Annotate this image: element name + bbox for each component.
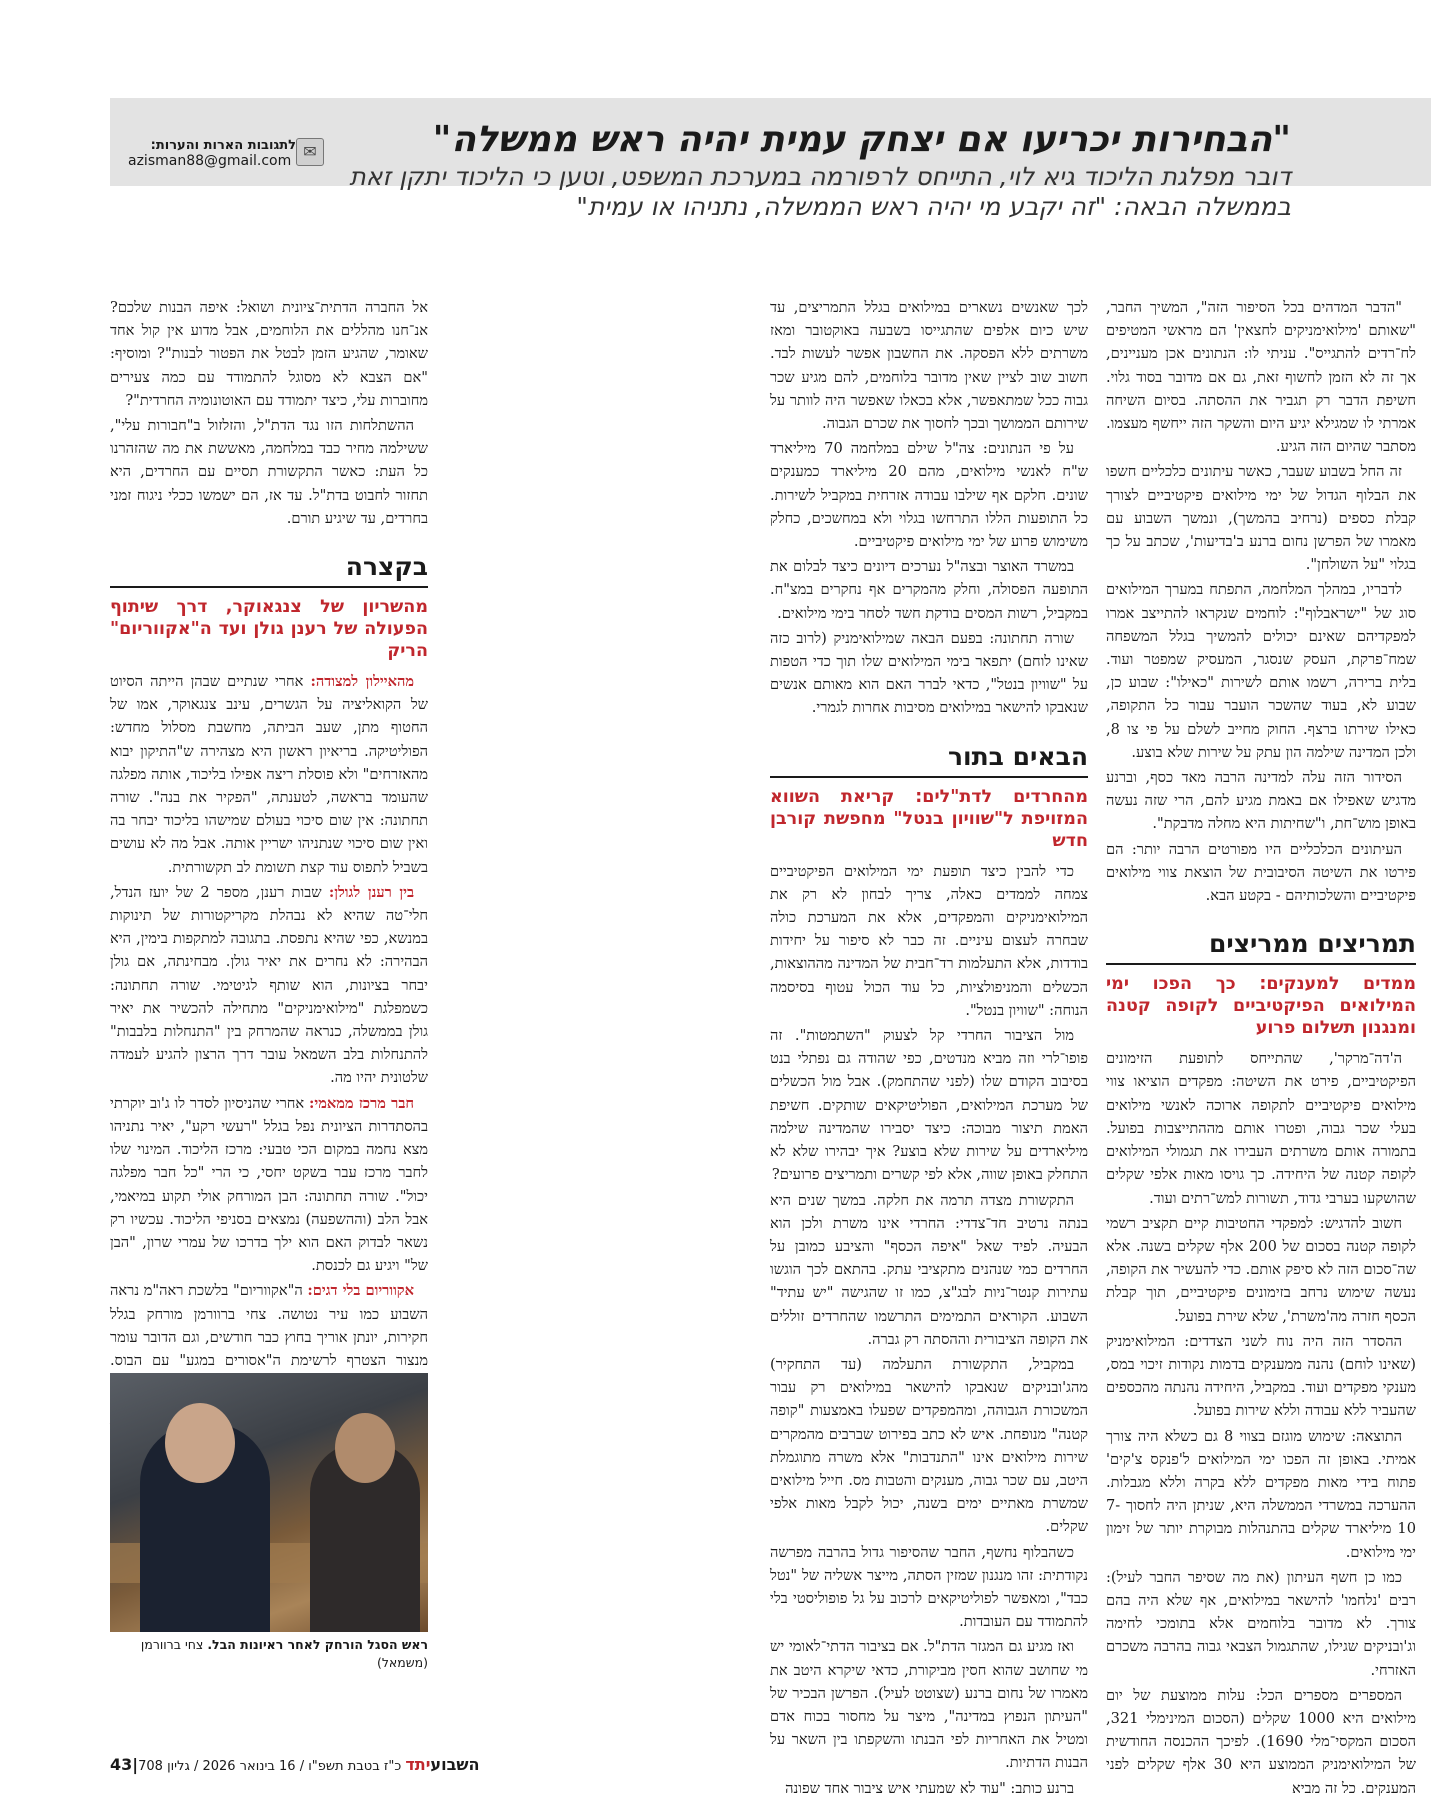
contact-box <box>128 138 328 169</box>
brief-item: חבר מרכז ממאמי: אחרי שהניסיון לסדר לו ג'וב יוקרתי בהסתדרות הציונית נפל בגלל "רעשי רקע", יאיר נתניהו מצא נחמה במקום הכי טבעי: מרכז הליכוד. המינוי שלו לחבר מרכז עבר בשקט יחסי, כי הרי "כל חבר מפלגה יכול". שורה תחתונה: הבן המורחק אולי תקוע במיאמי, אבל הלב (וההשפעה) נמצאים בסניפי הליכוד. עכשיו רק נשאר לבדוק האם הוא ילך בדרכו של עמרי שרון, "הבן של" ויגיע גם לכנסת. <box>110 1094 428 1275</box>
paragraph: התוצאה: שימוש מוגזם בצווי 8 גם כשלא היה צורך אמיתי. באופן זה הפכו ימי המילואים ל'פנקס צ'קים' פתוח בידי מאות מפקדים ללא בקרה וללא מגבלות. ההערכה במשרדי הממשלה היא, שניתן היה לחסוך 7-10 מיליארד שקלים בהתנהלות מבוקרת יותר של זימון ימי מילואים. <box>1106 1427 1416 1561</box>
section-title: הבאים בתור <box>770 740 1088 778</box>
issue-info: כ"ז בטבת תשפ"ו / 16 בינואר 2026 / גליון 708 <box>138 1759 402 1774</box>
paragraph: ההשתלחות הזו נגד הדת"ל, והזלזול ב"חבורות עלי", ששילמה מחיר כבד במלחמה, מאששת את מה שהזהרנו כל העת: כאשר התקשורת תסיים עם החרדים, היא תחזור לחבוט בדת"ל. עד אז, הם ישמשו ככלי ניגוח זמני בחרדים, עד שיגיע תורם. <box>110 417 428 527</box>
article-column-2 <box>770 296 1088 1800</box>
paragraph: לכך שאנשים נשארים במילואים בגלל התמריצים, עד שיש כיום אלפים שהתגייסו בשבעה באוקטובר ומאז משרתים ללא הפסקה. את החשבון אפשר לעשות לבד. חשוב שוב לציין שאין מדובר בלוחמים, להם מגיע שכר גבוה ככל שמתאפשר, אלא בכאלו שאפשר היה לוותר על שירותם הממושך ובכך לחסוך את שכרם הגבוה. <box>770 299 1088 433</box>
brand-logo: | השבועיתד <box>132 1755 480 1774</box>
headline <box>331 118 1291 222</box>
paragraph: כדי להבין כיצד תופעת ימי המילואים הפיקטיביים צמחה לממדים כאלה, צריך לבחון לא רק את המילואימניקים והמפקדים, אלא את המערכת כולה שבחרה לעצום עיניים. זה כבר לא סיפור על יחידות בודדות, אלא התעלמות רד־חבית של המדינה מההוצאות, הכשלים והמניפולציות, כל עוד הכול עטוף בסיסמה הנוחה: "שוויון בנטל". <box>770 862 1088 1019</box>
paragraph: כשהבלוף נחשף, החבר שהסיפור גדול בהרבה מפרשה נקודתית: זהו מנגנון שמזין הסתה, מייצר אשליה של "נטל כבד", ומאפשר לפוליטיקאים לרכוב על גל פופוליסטי בלי להתמודד עם העובדות. <box>770 1543 1088 1631</box>
paragraph: ההסדר הזה היה נוח לשני הצדדים: המילואימניק (שאינו לוחם) נהנה ממענקים בדמות נקודות זיכוי במס, מענקי מפקדים ועוד. במקביל, היחידה נהנתה מהכספים שהעביר ללא עבודה וללא שירות בפועל. <box>1106 1332 1416 1420</box>
paragraph: במשרד האוצר ובצה"ל נערכים דיונים כיצד לבלום את התופעה הפסולה, וחלק מהמקרים אף נחקרים במצ"ח. במקביל, רשות המסים בודקת חשד לסחר בימי מילואים. <box>770 558 1088 622</box>
section-subtitle: ממדים למענקים: כך הפכו ימי המילואים הפיקטיביים לקופה קטנה ומנגנון תשלום פרוע <box>1106 974 1416 1039</box>
headline-title: "הבחירות יכריעו אם יצחק עמית יהיה ראש ממשלה" <box>432 119 1291 160</box>
paragraph: אל החברה הדתית־ציונית ושואל: איפה הבנות שלכם? אנ־חנו מהללים את הלוחמים, אבל מדוע אין קול אחד שאומר, שהגיע הזמן לבטל את הפטור לבנות"? ומוסיף: "אם הצבא לא מסוגל להתמודד עם כמה צעירים מחוברות עלי, כיצד יתמודד עם האוטונומיה החרדית"? <box>110 299 428 409</box>
paragraph: ברנע כותב: "עוד לא שמעתי איש ציבור אחד שפונה <box>785 1779 1074 1797</box>
headline-subtitle: דובר מפלגת הליכוד גיא לוי, התייחס לרפורמה במערכת המשפט, וטען כי הליכוד יתקן זאת בממשלה הבאה: "זה יקבע מי יהיה ראש הממשלה, נתניהו או עמית" <box>349 162 1291 221</box>
page-number: 43 <box>110 1755 133 1774</box>
paragraph: ואז מגיע גם המגזר הדת"ל. אם בציבור הדתי־לאומי יש מי שחושב שהוא חסין מביקורת, כדאי שיקרא היטב את מאמרו של נחום ברנע (שצוטט לעיל). הפרשן הבכיר של "העיתון הנפוץ במדינה", מיצר על מחסור בכוח אדם ומטיל את האחריות לפי הבנתו והשקפתו בין השאר על הבנות הדתיות. <box>770 1638 1088 1772</box>
article-column-3 <box>110 296 428 1467</box>
paragraph: כמו כן חשף העיתון (את מה שסיפר החבר לעיל): רבים 'נלחמו' להישאר במילואים, אף שלא היה בהם צורך. לא מדובר בלוחמים אלא בתומכי לחימה וג'ובניקים שגילו, שהתגמול הצבאי גבוה בהרבה משכרם האזרחי. <box>1106 1568 1416 1679</box>
page-footer <box>110 1755 479 1774</box>
brief-item: בין רענן לגולן: שבות רענן, מספר 2 של יועז הנדל, חלי־טה שהיא לא נבהלת מקריקטורות של תינוקות במנשא, כפי שהיא נתפסת. בתגובה למתקפות בימין, היא הבהירה: לא נחרים את יאיר גולן. מבחינתה, אם גולן יבחר בציונות, הוא שותף לגיטימי. שורה תחתונה: כשמפלגת "מילואימניקים" מתחילה להכשיר את יאיר גולן בממשלה, כנראה שהמרחק בין "התנחלות בלבבות" להתנחלות בלב השמאל עובר דרך הרצון להגיע לעמדה שלטונית יהיו מה. <box>110 883 428 1087</box>
brief-lead: בין רענן לגולן: <box>328 883 414 901</box>
contact-label: לתגובות הארות והערות: <box>150 138 296 153</box>
paragraph: ה'דה־מרקר', שהתייחס לתופעת הזימונים הפיקטיביים, פירט את השיטה: מפקדים הוציאו צווי מילואים פיקטיביים לתקופה ארוכה לאנשי מילואים בעלי שכר גבוה, ופטרו אותם מההתייצבות בפועל. בתמורה אותם משרתים העבירו את תגמולי המילואים לקופה קטנה של היחידה. כך גויסו מאות אלפי שקלים שהושקעו בערבי גדוד, תשורות למש־רתים ועוד. <box>1106 1050 1416 1207</box>
photo-caption <box>110 1636 428 1672</box>
brief-item: מהאיילון למצודה: אחרי שנתיים שבהן הייתה הסיוט של הקואליציה על הגשרים, עינב צנגאוקר, אמו של החטוף מתן, שעב הביתה, מחשבת מסלול מחדש: הפוליטיקה. בריאיון ראשון היא מצהירה ש"התיקון יבוא מהאזרחים" ולא פוסלת ריצה אפילו בליכוד, אותה מפלגה שהעומד בראשה, לטענתה, "הפקיר את בנה". שורה תחתונה: אין שום סיכוי בעולם שמישהו בליכוד יבחר בה ואין שום סיכוי שנתניהו ישריין אותה. אבל מה לא עושים בשביל לתפוס עוד קצת תשומת לב תקשורתית. <box>110 673 428 876</box>
paragraph: במקביל, התקשורת התעלמה (עד התחקיר) מהג'ובניקים שנאבקו להישאר במילואים רק עבור המשכורת הגבוהה, ומהמפקדים שפעלו באמצעות "קופה קטנה" מנופחת. איש לא כתב בפירוט שברבים מהמקרים שירות מילואים אינו "התנדבות" אלא משרה מתוגמלת היטב, עם שכר גבוה, מענקים והטבות מס. חייל מילואים שמשרת מאתיים ימים בשנה, יכול לקבל מאות אלפי שקלים. <box>770 1355 1088 1536</box>
brief-item: אקווריום בלי דגים: ה"אקווריום" בלשכת ראה"מ נראה השבוע כמו עיר נטושה. צחי ברוורמן מורחק בגלל חקירות, יונתן אוריך בחוץ כבר חודשים, וגם הדובר עומר מנצור הצטרף לרשימת ה"אסורים במגע" עם הבוס. <box>110 1282 428 1369</box>
section-title: בקצרה <box>110 550 428 588</box>
paragraph: העיתונים הכלכליים היו מפורטים הרבה יותר: הם פירטו את השיטה הסיבובית של הוצאת צווי מילואים פיקטיביים והשלכותיהם - בקטע הבא. <box>1106 840 1416 905</box>
paragraph: התקשורת מצדה תרמה את חלקה. במשך שנים היא בנתה נרטיב חד־צדדי: החרדי אינו משרת ולכן הוא הבעיה. לפיד שאל "איפה הכסף" והציבע כמובן על החרדים כמי שנהנים מתקציבי עתק. בהתאם לכך הוגשו עתירות קנטר־ניות לבג"צ, כמו זו שהגישה "יש עתיד" השבוע. הקוראים התמימים התרשמו שהחרדים זוללים את הקופה הציבורית וההסתה רק גברה. <box>770 1191 1088 1348</box>
paragraph: "הדבר המדהים בכל הסיפור הזה", המשיך החבר, "שאותם 'מילואימניקים לחצאין' הם מראשי המטיפים לח־רדים להתגייס". עניתי לו: הנתונים אכן מעניינים, אך זה לא הזמן לחשוף זאת, גם אם מדובר בסוד גלוי. חשיפת הדבר רק תגביר את ההסתה. בסיום השיחה אמרתי לו שמגילא יגיע היום והשקר הזה ייחשף מעצמו. מסתבר שהיום הזה הגיע. <box>1106 299 1416 456</box>
paragraph: המספרים מספרים הכל: עלות ממוצעת של יום מילואים היא 1000 שקלים (הסכום המינימלי 321, הסכום המקסי־מלי 1690). לפיכך ההכנסה החודשית של המילואימניק הממוצע היא 30 אלף שקלים לפני המענקים. כל זה מביא <box>1106 1686 1417 1797</box>
paragraph: חשוב להדגיש: למפקדי החטיבות קיים תקציב רשמי לקופה קטנה בסכום של 200 אלף שקלים בשנה. אלא שה־סכום הזה לא סיפק אותם. כדי להעשיר את הקופה, נעשה שימוש נרחב בזימונים פיקטיביים, תוך קבלת הכסף חזרה מה'משרת', שלא שירת בפועל. <box>1106 1214 1416 1325</box>
envelope-icon: ✉ <box>296 138 324 166</box>
paragraph: הסידור הזה עלה למדינה הרבה מאד כסף, וברנע מדגיש שאפילו אם באמת מגיע להם, הרי שזה נעשה באופן מוש־חת, ו"שחיתות היא מחלה מדבקת". <box>1106 769 1416 833</box>
paragraph: מול הציבור החרדי קל לצעוק "השתמטות". זה פופו־לרי וזה מביא מנדטים, כפי שהודה גם נפתלי בנט בסיבוב הקודם שלו (לפני שהתחמק). אבל מול הכשלים של מערכת המילואים, הפוליטיקאים שותקים. חשיפת האמת תיצור מבוכה: כיצד יסבירו שהמדינה שילמה מיליארדים על שירות שלא בוצע? איך יבהירו שלא לא התחלק באופן שווה, אלא לפי קשרים ותמריצים פרועים? <box>770 1027 1088 1184</box>
brief-lead: חבר מרכז ממאמי: <box>309 1094 414 1112</box>
caption-bold: ראש הסגל הורחק לאחר ראיונות הבל. <box>207 1637 428 1652</box>
paragraph: לדבריו, במהלך המלחמה, התפתח במערך המילואים סוג של "ישראבלוף": לוחמים שנקראו להתייצב אמרו למפקדיהם שאינם יכולים להמשיך בגלל המשפחה שמח־פרקת, העסק שנסגר, המעסיק שמפטר ועוד. בלית ברירה, רשמו אותם לשירות "כאילו": שבוע כן, שבוע לא, בעוד שהשכר הועבר עבור כל התקופה, כאילו שירתו ברצף. החוק מחייב לשלם על פי צו 8, ולכן המדינה שילמה הון עתק על שירות שלא בוצע. <box>1106 581 1416 761</box>
brief-lead: מהאיילון למצודה: <box>310 673 415 691</box>
section-subtitle: מהחרדים לדת"לים: קריאת השווא המזויפת ל"שוויון בנטל" מחפשת קורבן חדש <box>770 786 1088 851</box>
contact-email[interactable]: azisman88@gmail.com <box>128 153 292 169</box>
paragraph: זה החל בשבוע שעבר, כאשר עיתונים כלכליים חשפו את הבלוף הגדול של ימי מילואים פיקטיביים לצורך קבלת כספים (נרחיב בהמשך), ונמשך השבוע עם מאמרו של הפרשן נחום ברנע ב'בדיעות', שכתב על כך בגלוי "על השולחן". <box>1106 463 1416 574</box>
brief-lead: אקווריום בלי דגים: <box>307 1282 414 1300</box>
section-subtitle: מהשריון של צנגאוקר, דרך שיתוף הפעולה של רענן גולן ועד ה"אקווריום" הריק <box>110 597 428 662</box>
news-photo <box>110 1373 428 1632</box>
paragraph: שורה תחתונה: בפעם הבאה שמילואימניק (לרוב כזה שאינו לוחם) יתפאר בימי המילואים שלו תוך כדי הטפות על "שוויון בנטל", כדאי לברר האם הוא מאותם אנשים שנאבקו להישאר במילואים מסיבות אחרות לגמרי. <box>770 629 1088 717</box>
paragraph: על פי הנתונים: צה"ל שילם במלחמה 70 מיליארד ש"ח לאנשי מילואים, מהם 20 מיליארד כמענקים שונים. חלקם אף שילבו עבודה אזרחית במקביל לשירות. כל התופעות הללו התרחשו בגלוי ולא במחשכים, כחלק משימוש פרוע של ימי מילואים פיקטיביים. <box>770 440 1089 551</box>
section-title: תמריצים ממריצים <box>1106 927 1416 965</box>
caption-text: צחי ברוורמן (משמאל) <box>140 1637 428 1670</box>
article-column-1 <box>1106 296 1416 1800</box>
